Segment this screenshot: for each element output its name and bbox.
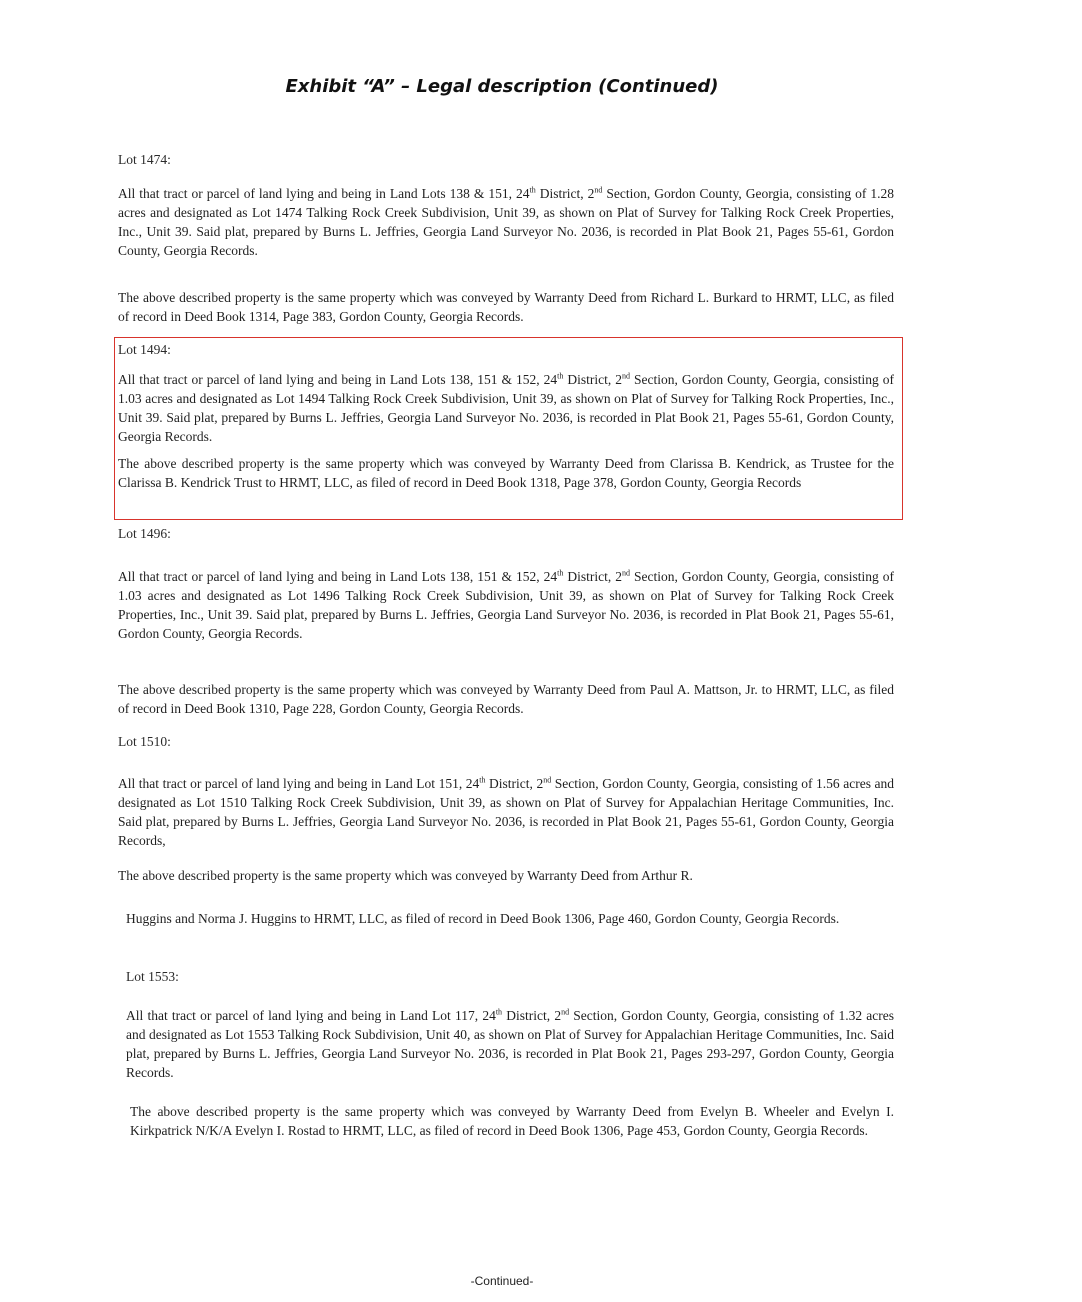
lot-heading: Lot 1553: (126, 969, 179, 984)
lot-description: All that tract or parcel of land lying and being in Land Lots 138 & 151, 24th District, 2nd Section, Gordon County, Georgia, consisting of 1.28 acres and designated as Lot 1474 Talking Rock Creek Subdivision, Unit 39, as shown on Plat of Survey for Talking Rock Creek Properties, Inc., Unit 39. Said plat, prepared by Burns L. Jeffries, Georgia Land Surveyor No. 2036, is recorded in Plat Book 21, Pages 55-61, Gordon County, Georgia Records. (118, 185, 894, 258)
page-title: Exhibit “A” – Legal description (Continued) (285, 76, 719, 97)
lot-heading: Lot 1494: (118, 342, 171, 357)
lot-conveyance: The above described property is the same property which was conveyed by Warranty Deed from Evelyn B. Wheeler and Evelyn I. Kirkpatrick N/K/A Evelyn I. Rostad to HRMT, LLC, as filed of record in Deed Book 1306, Page 453, Gordon County, Georgia Records. (130, 1104, 894, 1138)
lot-conveyance: The above described property is the same property which was conveyed by Warranty Deed from Clarissa B. Kendrick, as Trustee for the Clarissa B. Kendrick Trust to HRMT, LLC, as filed of record in Deed Book 1318, Page 378, Gordon County, Georgia Records (118, 456, 894, 490)
lot-heading: Lot 1496: (118, 526, 171, 541)
lot-description: All that tract or parcel of land lying and being in Land Lots 138, 151 & 152, 24th District, 2nd Section, Gordon County, Georgia, consisting of 1.03 acres and designated as Lot 1496 Talking Rock Creek Subdivision, Unit 39, as shown on Plat of Survey for Talking Rock Creek Properties, Inc., Unit 39. Said plat, prepared by Burns L. Jeffries, Georgia Land Surveyor No. 2036, is recorded in Plat Book 21, Pages 55-61, Gordon County, Georgia Records. (118, 568, 894, 641)
lot-description: All that tract or parcel of land lying and being in Land Lot 117, 24th District, 2nd Section, Gordon County, Georgia, consisting of 1.32 acres and designated as Lot 1553 Talking Rock Subdivision, Unit 40, as shown on Plat of Survey for Appalachian Heritage Communities, Inc. Said plat, prepared by Burns L. Jeffries, Georgia Land Surveyor No. 2036, is recorded in Plat Book 21, Pages 293-297, Gordon County, Georgia Records. (126, 1007, 895, 1080)
lot-heading: Lot 1510: (118, 734, 171, 749)
lot-heading: Lot 1474: (118, 152, 171, 167)
footer-continued: -Continued- (470, 1274, 534, 1288)
lot-conveyance: The above described property is the same property which was conveyed by Warranty Deed from Richard L. Burkard to HRMT, LLC, as filed of record in Deed Book 1314, Page 383, Gordon County, Georgia Records. (118, 290, 894, 324)
lot-conveyance-continued: Huggins and Norma J. Huggins to HRMT, LLC, as filed of record in Deed Book 1306, Page 460, Gordon County, Georgia Records. (126, 911, 840, 926)
lot-conveyance: The above described property is the same property which was conveyed by Warranty Deed from Arthur R. (118, 868, 693, 883)
lot-conveyance: The above described property is the same property which was conveyed by Warranty Deed from Paul A. Mattson, Jr. to HRMT, LLC, as filed of record in Deed Book 1310, Page 228, Gordon County, Georgia Records. (118, 682, 894, 716)
lot-description: All that tract or parcel of land lying and being in Land Lots 138, 151 & 152, 24th District, 2nd Section, Gordon County, Georgia, consisting of 1.03 acres and designated as Lot 1494 Talking Rock Creek Subdivision, Unit 39, as shown on Plat of Survey for Talking Rock Properties, Inc., Unit 39. Said plat, prepared by Burns L. Jeffries, Georgia Land Surveyor No. 2036, is recorded in Plat Book 21, Pages 55-61, Gordon County, Georgia Records. (118, 371, 894, 444)
lot-description: All that tract or parcel of land lying and being in Land Lot 151, 24th District, 2nd Section, Gordon County, Georgia, consisting of 1.56 acres and designated as Lot 1510 Talking Rock Creek Subdivision, Unit 39, as shown on Plat of Survey for Appalachian Heritage Communities, Inc. Said plat, prepared by Burns L. Jeffries, Georgia Land Surveyor No. 2036, is recorded in Plat Book 21, Pages 55-61, Gordon County, Georgia Records, (118, 775, 894, 848)
